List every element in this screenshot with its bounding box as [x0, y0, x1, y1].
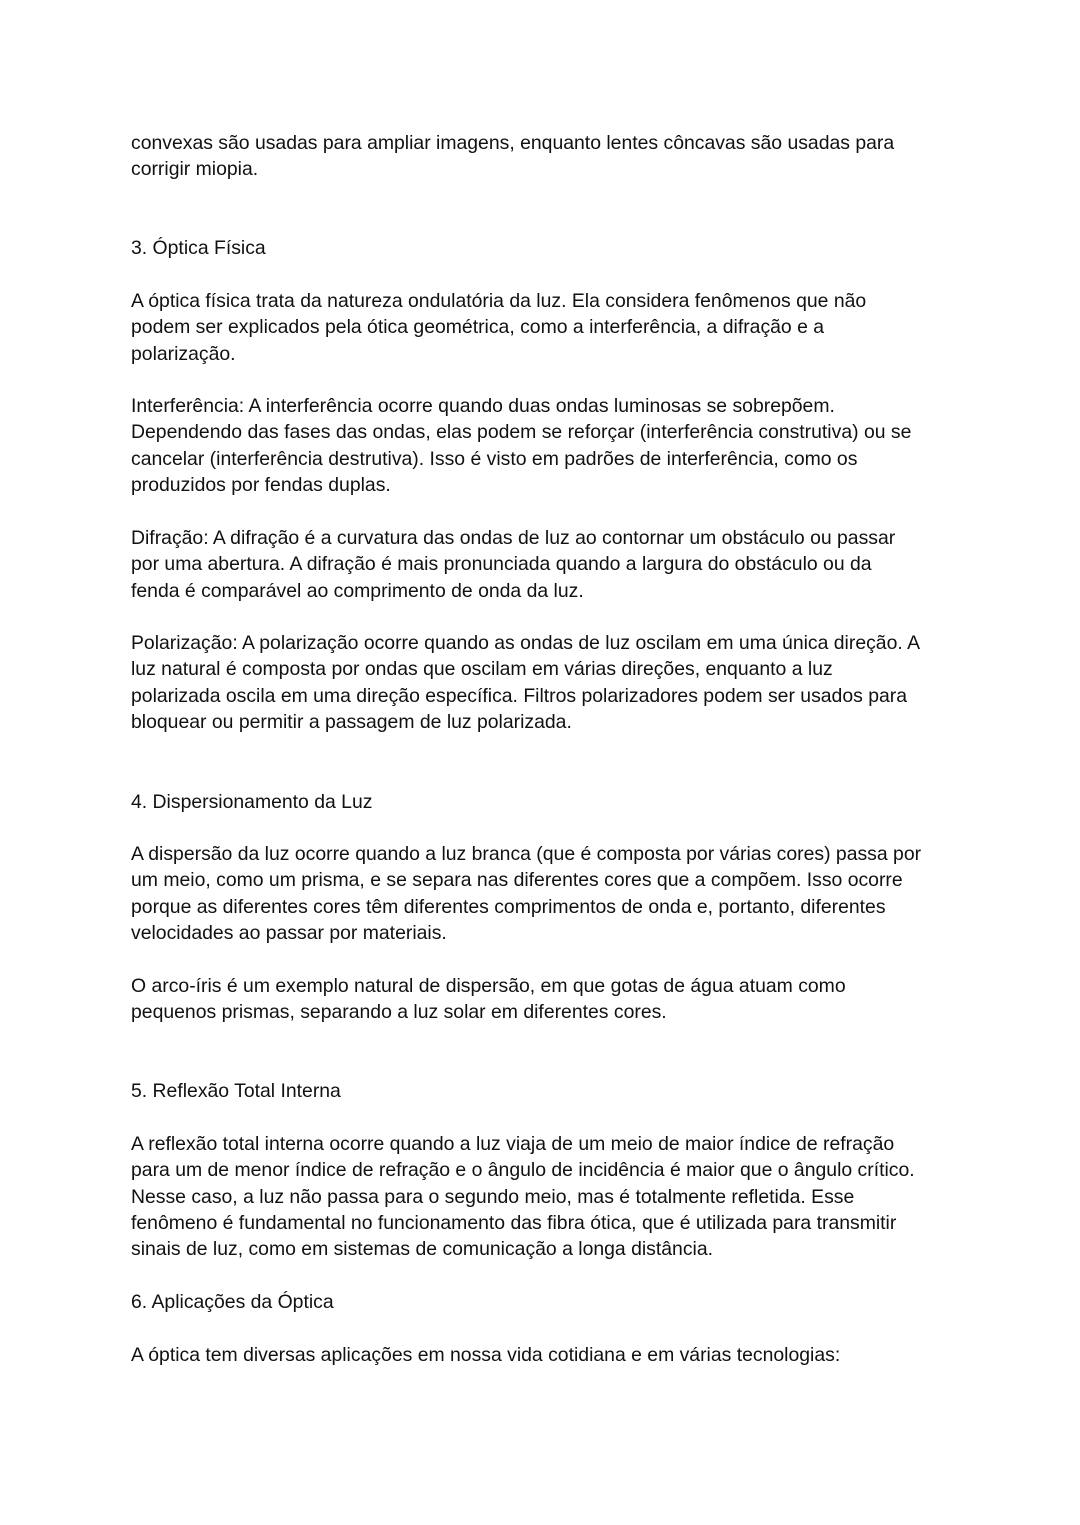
- paragraph-difracao: [131, 525, 961, 604]
- text-line: A dispersão da luz ocorre quando a luz branca (que é composta por várias cores) passa por: [131, 843, 922, 865]
- text-line: bloquear ou permitir a passagem de luz polarizada.: [131, 710, 572, 733]
- text-line: fenda é comparável ao comprimento de onda da luz.: [131, 579, 584, 602]
- text-line: A óptica física trata da natureza ondulatória da luz. Ela considera fenômenos que não: [131, 290, 867, 312]
- text-line: O arco-íris é um exemplo natural de dispersão, em que gotas de água atuam como: [131, 975, 846, 997]
- section-heading-aplicacoes: 6. Aplicações da Óptica: [131, 1291, 334, 1313]
- text-line: produzidos por fendas duplas.: [131, 473, 391, 496]
- text-line: polarizada oscila em uma direção específica. Filtros polarizadores podem ser usados para: [131, 684, 908, 707]
- paragraph-arco-iris: [131, 973, 961, 1026]
- section-heading-reflexao-total: 5. Reflexão Total Interna: [131, 1080, 341, 1102]
- text-line: velocidades ao passar por materiais.: [131, 921, 447, 944]
- section-heading-dispersionamento: 4. Dispersionamento da Luz: [131, 791, 373, 813]
- section-heading-optica-fisica: 3. Óptica Física: [131, 237, 266, 259]
- text-line: para um de menor índice de refração e o ângulo de incidência é maior que o ângulo crítico.: [131, 1159, 915, 1182]
- text-line: corrigir miopia.: [131, 158, 259, 181]
- text-line: Dependendo das fases das ondas, elas podem se reforçar (interferência construtiva) ou se: [131, 421, 912, 444]
- text-line: pequenos prismas, separando a luz solar em diferentes cores.: [131, 1001, 667, 1024]
- text-line: luz natural é composta por ondas que oscilam em várias direções, enquanto a luz: [131, 658, 833, 681]
- text-line: porque as diferentes cores têm diferentes comprimentos de onda e, portanto, diferentes: [131, 895, 886, 918]
- paragraph-polarizacao: [131, 630, 961, 735]
- text-line: sinais de luz, como em sistemas de comunicação a longa distância.: [131, 1238, 714, 1261]
- text-line: podem ser explicados pela ótica geométrica, como a interferência, a difração e a: [131, 316, 825, 339]
- text-line: cancelar (interferência destrutiva). Isso é visto em padrões de interferência, como os: [131, 447, 858, 470]
- paragraph-interferencia: [131, 393, 961, 498]
- text-line: convexas são usadas para ampliar imagens, enquanto lentes côncavas são usadas para: [131, 132, 895, 154]
- text-line: fenômeno é fundamental no funcionamento das fibra ótica, que é utilizada para transmitir: [131, 1211, 897, 1234]
- text-line: Polarização: A polarização ocorre quando as ondas de luz oscilam em uma única direção. A: [131, 632, 921, 654]
- text-line: Nesse caso, a luz não passa para o segundo meio, mas é totalmente refletida. Esse: [131, 1185, 855, 1208]
- text-line: polarização.: [131, 342, 236, 365]
- paragraph-lenses-continuation: [131, 130, 961, 183]
- text-line: um meio, como um prisma, e se separa nas diferentes cores que a compõem. Isso ocorre: [131, 869, 903, 892]
- paragraph-optica-fisica-intro: [131, 288, 961, 367]
- text-line: A óptica tem diversas aplicações em nossa vida cotidiana e em várias tecnologias:: [131, 1344, 841, 1366]
- paragraph-dispersao: [131, 841, 961, 946]
- text-line: por uma abertura. A difração é mais pronunciada quando a largura do obstáculo ou da: [131, 553, 872, 576]
- text-line: A reflexão total interna ocorre quando a luz viaja de um meio de maior índice de refração: [131, 1133, 895, 1155]
- text-line: Difração: A difração é a curvatura das ondas de luz ao contornar um obstáculo ou passar: [131, 527, 896, 549]
- text-line: Interferência: A interferência ocorre quando duas ondas luminosas se sobrepõem.: [131, 395, 835, 417]
- paragraph-reflexao-total: [131, 1131, 961, 1262]
- paragraph-aplicacoes-intro: [131, 1342, 961, 1368]
